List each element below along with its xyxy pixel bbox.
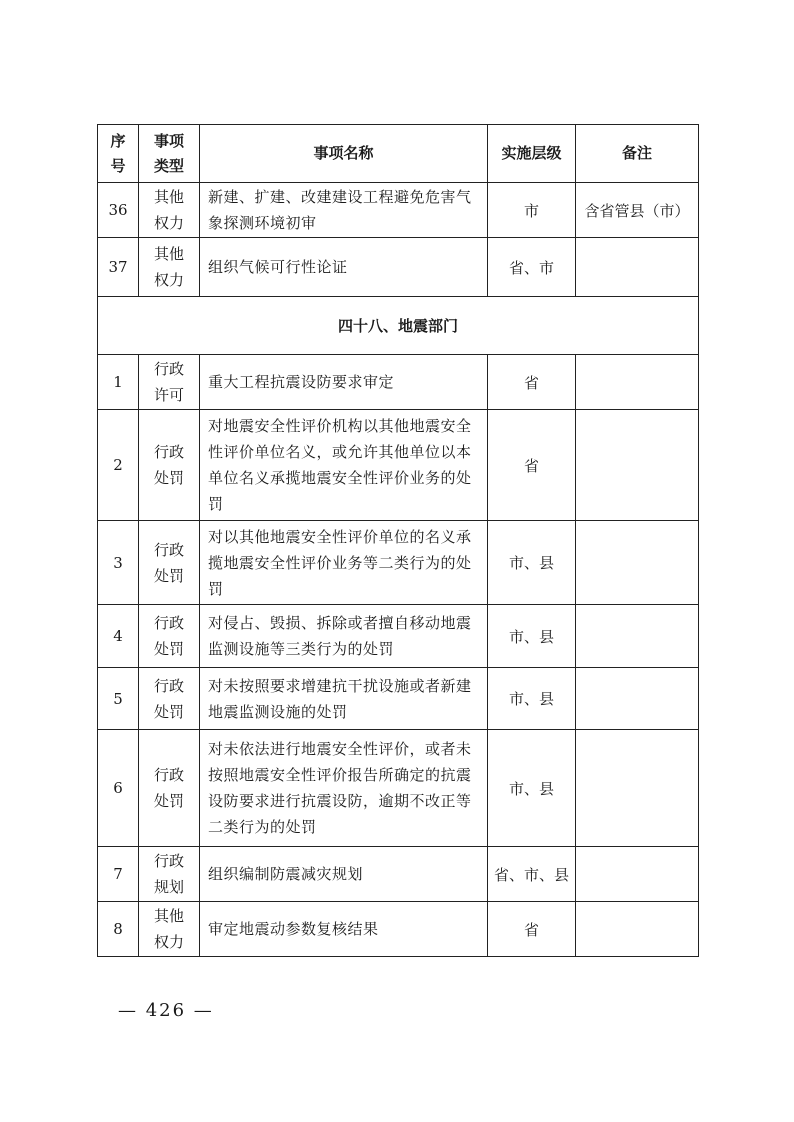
items-table <box>97 124 699 957</box>
row-note <box>576 902 699 957</box>
header-name: 事项名称 <box>200 125 488 183</box>
row-name: 对未按照要求增建抗干扰设施或者新建地震监测设施的处罚 <box>200 668 488 730</box>
row-seq: 8 <box>98 902 139 957</box>
row-seq: 4 <box>98 605 139 668</box>
row-note <box>576 238 699 297</box>
row-name: 新建、扩建、改建建设工程避免危害气象探测环境初审 <box>200 183 488 238</box>
section-row <box>98 297 699 355</box>
page-number: — 426 — <box>118 1000 214 1021</box>
row-level: 市、县 <box>488 521 576 605</box>
row-note <box>576 355 699 410</box>
header-level: 实施层级 <box>488 125 576 183</box>
row-seq: 2 <box>98 410 139 521</box>
row-note <box>576 730 699 847</box>
table-row <box>98 183 699 238</box>
row-level: 省、市、县 <box>488 847 576 902</box>
table-row <box>98 355 699 410</box>
table-row <box>98 730 699 847</box>
table-row <box>98 668 699 730</box>
row-type: 行政处罚 <box>139 730 200 847</box>
row-note <box>576 668 699 730</box>
row-seq: 1 <box>98 355 139 410</box>
row-level: 市、县 <box>488 668 576 730</box>
header-type: 事项类型 <box>139 125 200 183</box>
row-type: 其他权力 <box>139 238 200 297</box>
row-name: 重大工程抗震设防要求审定 <box>200 355 488 410</box>
table-row <box>98 847 699 902</box>
row-note <box>576 847 699 902</box>
row-type: 其他权力 <box>139 183 200 238</box>
row-seq: 3 <box>98 521 139 605</box>
row-note <box>576 605 699 668</box>
table-row <box>98 410 699 521</box>
row-level: 省 <box>488 355 576 410</box>
row-type: 行政规划 <box>139 847 200 902</box>
row-name: 对未依法进行地震安全性评价，或者未按照地震安全性评价报告所确定的抗震设防要求进行抗震设防，逾期不改正等二类行为的处罚 <box>200 730 488 847</box>
row-seq: 6 <box>98 730 139 847</box>
header-seq: 序号 <box>98 125 139 183</box>
row-type: 其他权力 <box>139 902 200 957</box>
header-note: 备注 <box>576 125 699 183</box>
table-row <box>98 238 699 297</box>
row-type: 行政处罚 <box>139 605 200 668</box>
row-level: 省 <box>488 410 576 521</box>
row-seq: 37 <box>98 238 139 297</box>
row-type: 行政处罚 <box>139 668 200 730</box>
row-note <box>576 521 699 605</box>
row-name: 组织气候可行性论证 <box>200 238 488 297</box>
table-row <box>98 605 699 668</box>
row-level: 市 <box>488 183 576 238</box>
row-level: 省、市 <box>488 238 576 297</box>
row-seq: 5 <box>98 668 139 730</box>
row-type: 行政处罚 <box>139 521 200 605</box>
header-row <box>98 125 699 183</box>
table-row <box>98 902 699 957</box>
row-note: 含省管县（市） <box>576 183 699 238</box>
row-note <box>576 410 699 521</box>
row-name: 审定地震动参数复核结果 <box>200 902 488 957</box>
row-level: 省 <box>488 902 576 957</box>
row-name: 对地震安全性评价机构以其他地震安全性评价单位名义，或允许其他单位以本单位名义承揽地震安全性评价业务的处罚 <box>200 410 488 521</box>
row-name: 组织编制防震减灾规划 <box>200 847 488 902</box>
row-type: 行政处罚 <box>139 410 200 521</box>
section-title: 四十八、地震部门 <box>98 297 699 355</box>
row-name: 对以其他地震安全性评价单位的名义承揽地震安全性评价业务等二类行为的处罚 <box>200 521 488 605</box>
table-row <box>98 521 699 605</box>
row-level: 市、县 <box>488 605 576 668</box>
row-seq: 36 <box>98 183 139 238</box>
row-level: 市、县 <box>488 730 576 847</box>
row-name: 对侵占、毁损、拆除或者擅自移动地震监测设施等三类行为的处罚 <box>200 605 488 668</box>
row-type: 行政许可 <box>139 355 200 410</box>
row-seq: 7 <box>98 847 139 902</box>
